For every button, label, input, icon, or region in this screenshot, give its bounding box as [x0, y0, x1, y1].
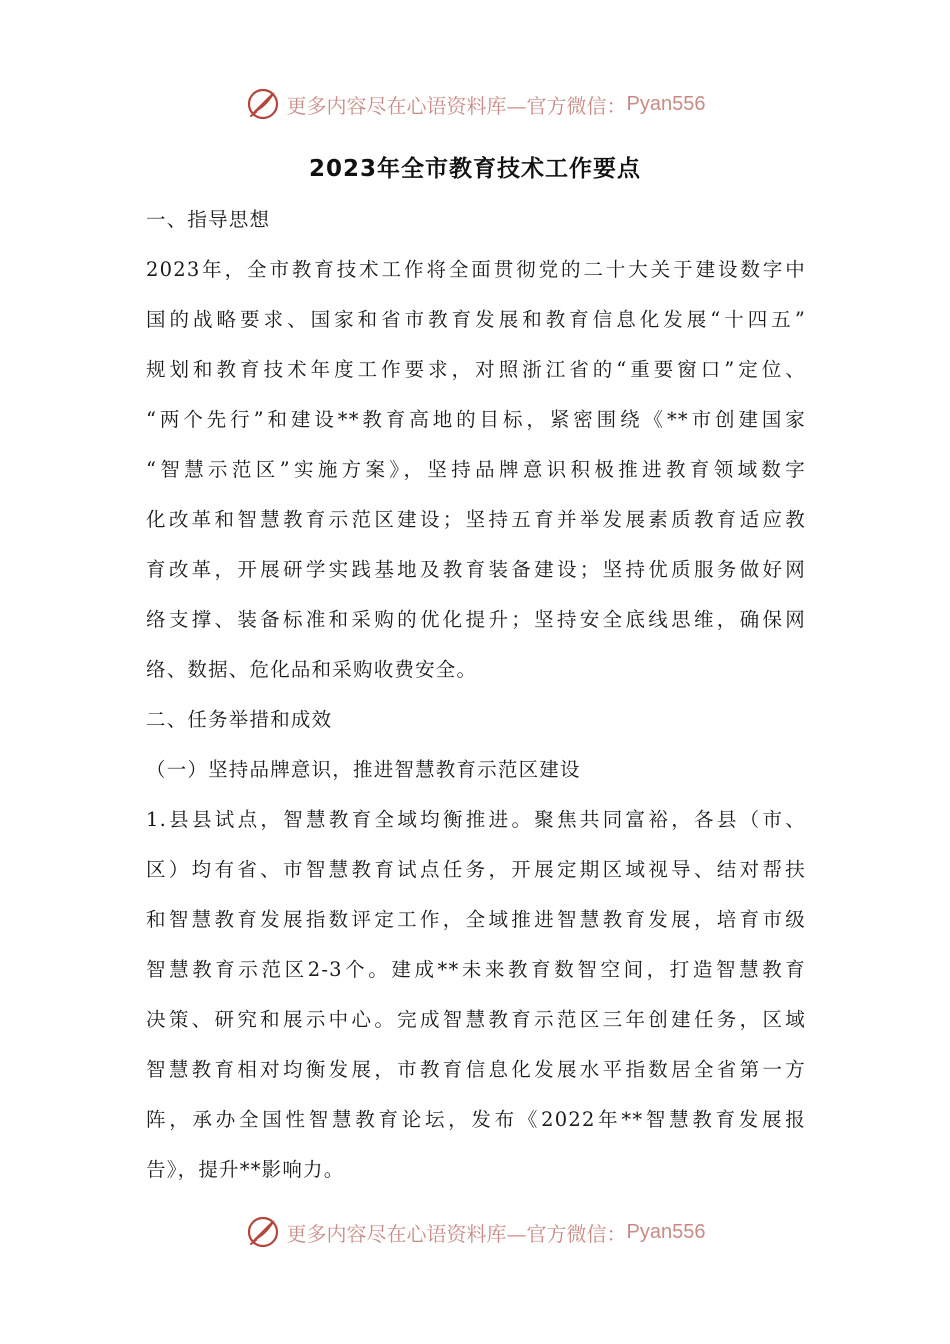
document-body: [146, 195, 806, 1195]
paragraph-line: 2023年，全市教育技术工作将全面贯彻党的二十大关于建设数字中: [146, 258, 806, 281]
paragraph-line: 智慧教育示范区2-3个。建成**未来教育数智空间，打造智慧教育: [146, 958, 806, 981]
watermark-header: [0, 84, 950, 124]
watermark-text: 更多内容尽在心语资料库—官方微信：: [286, 1221, 627, 1246]
paragraph-line: 阵，承办全国性智慧教育论坛，发布《2022年**智慧教育发展报: [146, 1108, 806, 1131]
subsection-heading: （一）坚持品牌意识，推进智慧教育示范区建设: [146, 758, 581, 781]
paragraph-line: 智慧教育相对均衡发展，市教育信息化发展水平指数居全省第一方: [146, 1058, 806, 1081]
section-heading: 一、指导思想: [146, 208, 271, 231]
paragraph-line: 国的战略要求、国家和省市教育发展和教育信息化发展“十四五”: [146, 308, 806, 331]
paragraph-line: 1.县县试点，智慧教育全域均衡推进。聚焦共同富裕，各县（市、: [146, 808, 806, 831]
paragraph-line: 育改革，开展研学实践基地及教育装备建设；坚持优质服务做好网: [146, 558, 806, 581]
paragraph-line: 规划和教育技术年度工作要求，对照浙江省的“重要窗口”定位、: [146, 358, 806, 381]
paragraph-line: “两个先行”和建设**教育高地的目标，紧密围绕《**市创建国家: [146, 408, 806, 431]
paragraph-line: 区）均有省、市智慧教育试点任务，开展定期区域视导、结对帮扶: [146, 858, 806, 881]
paragraph-line: 告》，提升**影响力。: [146, 1158, 345, 1181]
paragraph-line: 化改革和智慧教育示范区建设；坚持五育并举发展素质教育适应教: [146, 508, 806, 531]
paragraph-line: 络、数据、危化品和采购收费安全。: [146, 658, 478, 681]
paragraph-line: “智慧示范区”实施方案》，坚持品牌意识积极推进教育领域数字: [146, 458, 806, 481]
watermark-wechat-id: Pyan556: [626, 1220, 706, 1243]
quill-pen-circle-icon: [245, 1214, 281, 1250]
watermark-wechat-id: Pyan556: [626, 92, 706, 115]
section-heading: 二、任务举措和成效: [146, 708, 333, 731]
watermark-footer: [0, 1212, 950, 1252]
quill-pen-circle-icon: [245, 86, 281, 122]
paragraph-line: 和智慧教育发展指数评定工作，全域推进智慧教育发展，培育市级: [146, 908, 806, 931]
paragraph-line: 络支撑、装备标准和采购的优化提升；坚持安全底线思维，确保网: [146, 608, 806, 631]
document-title: 2023年全市教育技术工作要点: [308, 156, 641, 182]
paragraph-line: 决策、研究和展示中心。完成智慧教育示范区三年创建任务，区域: [146, 1008, 806, 1031]
watermark-text: 更多内容尽在心语资料库—官方微信：: [286, 93, 627, 118]
